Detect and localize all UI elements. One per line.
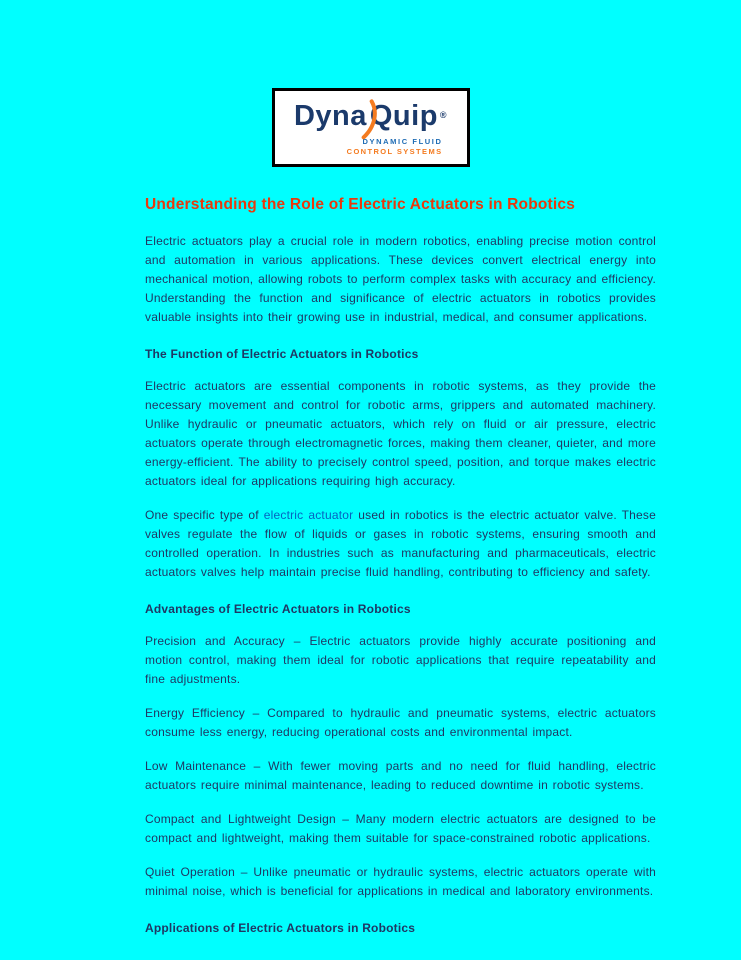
- advantage-paragraph-maintenance: Low Maintenance – With fewer moving parts and no need for fluid handling, electric actuators require minimal maintenance, leading to reduced downtime in robotic systems.: [145, 759, 656, 792]
- logo-tagline-line2: CONTROL SYSTEMS: [346, 147, 443, 156]
- article-content: [145, 195, 656, 936]
- function-paragraph-2: [145, 506, 656, 582]
- advantage-paragraph-quiet: Quiet Operation – Unlike pneumatic or hydraulic systems, electric actuators operate with minimal noise, which is beneficial for applications in medical and laboratory environments.: [145, 865, 656, 898]
- page-title: Understanding the Role of Electric Actuators in Robotics: [145, 196, 576, 213]
- logo-brand: [283, 99, 459, 133]
- advantage-paragraph-compact: Compact and Lightweight Design – Many modern electric actuators are designed to be compact and lightweight, making them suitable for space-constrained robotic applications.: [145, 812, 656, 845]
- advantage-paragraph-energy: Energy Efficiency – Compared to hydraulic and pneumatic systems, electric actuators consume less energy, reducing operational costs and environmental impact.: [145, 706, 656, 739]
- section-heading-function: The Function of Electric Actuators in Robotics: [145, 347, 419, 361]
- advantage-paragraph-precision: Precision and Accuracy – Electric actuators provide highly accurate positioning and motion control, making them ideal for robotic applications that require repeatability and fine adjustments.: [145, 634, 656, 686]
- section-heading-advantages: Advantages of Electric Actuators in Robotics: [145, 602, 411, 616]
- paragraph-text-after-link: used in robotics is the electric actuator valve. These valves regulate the flow of liquids or gases in robotic systems, ensuring smooth and controlled operation. In industries such as manufacturing and pharmaceuticals, electric actuators valves help maintain precise fluid handling, contributing to efficiency and safety.: [145, 508, 656, 579]
- logo-text-quip: Quip: [369, 100, 438, 132]
- logo-tagline-line1: DYNAMIC FLUID: [362, 137, 443, 146]
- paragraph-text-before-link: One specific type of: [145, 508, 264, 522]
- section-heading-applications: Applications of Electric Actuators in Robotics: [145, 921, 416, 935]
- logo-swoosh-icon: [361, 98, 377, 142]
- intro-paragraph: Electric actuators play a crucial role in modern robotics, enabling precise motion control and automation in various applications. These devices convert electrical energy into mechanical motion, allowing robots to perform complex tasks with accuracy and efficiency. Understanding the function and significance of electric actuators in robotics provides valuable insights into their growing use in industrial, medical, and consumer applications.: [145, 234, 656, 324]
- dynaquip-logo: [272, 88, 470, 167]
- registered-trademark-symbol: ®: [439, 110, 448, 120]
- logo-text-dyna: Dyna: [293, 100, 367, 132]
- function-paragraph-1: Electric actuators are essential components in robotic systems, as they provide the necessary movement and control for robotic arms, grippers and automated machinery. Unlike hydraulic or pneumatic actuators, which rely on fluid or air pressure, electric actuators operate through electromagnetic forces, making them cleaner, quieter, and more energy-efficient. The ability to precisely control speed, position, and torque makes electric actuators ideal for applications requiring high accuracy.: [145, 379, 656, 488]
- electric-actuator-link[interactable]: electric actuator: [263, 508, 354, 522]
